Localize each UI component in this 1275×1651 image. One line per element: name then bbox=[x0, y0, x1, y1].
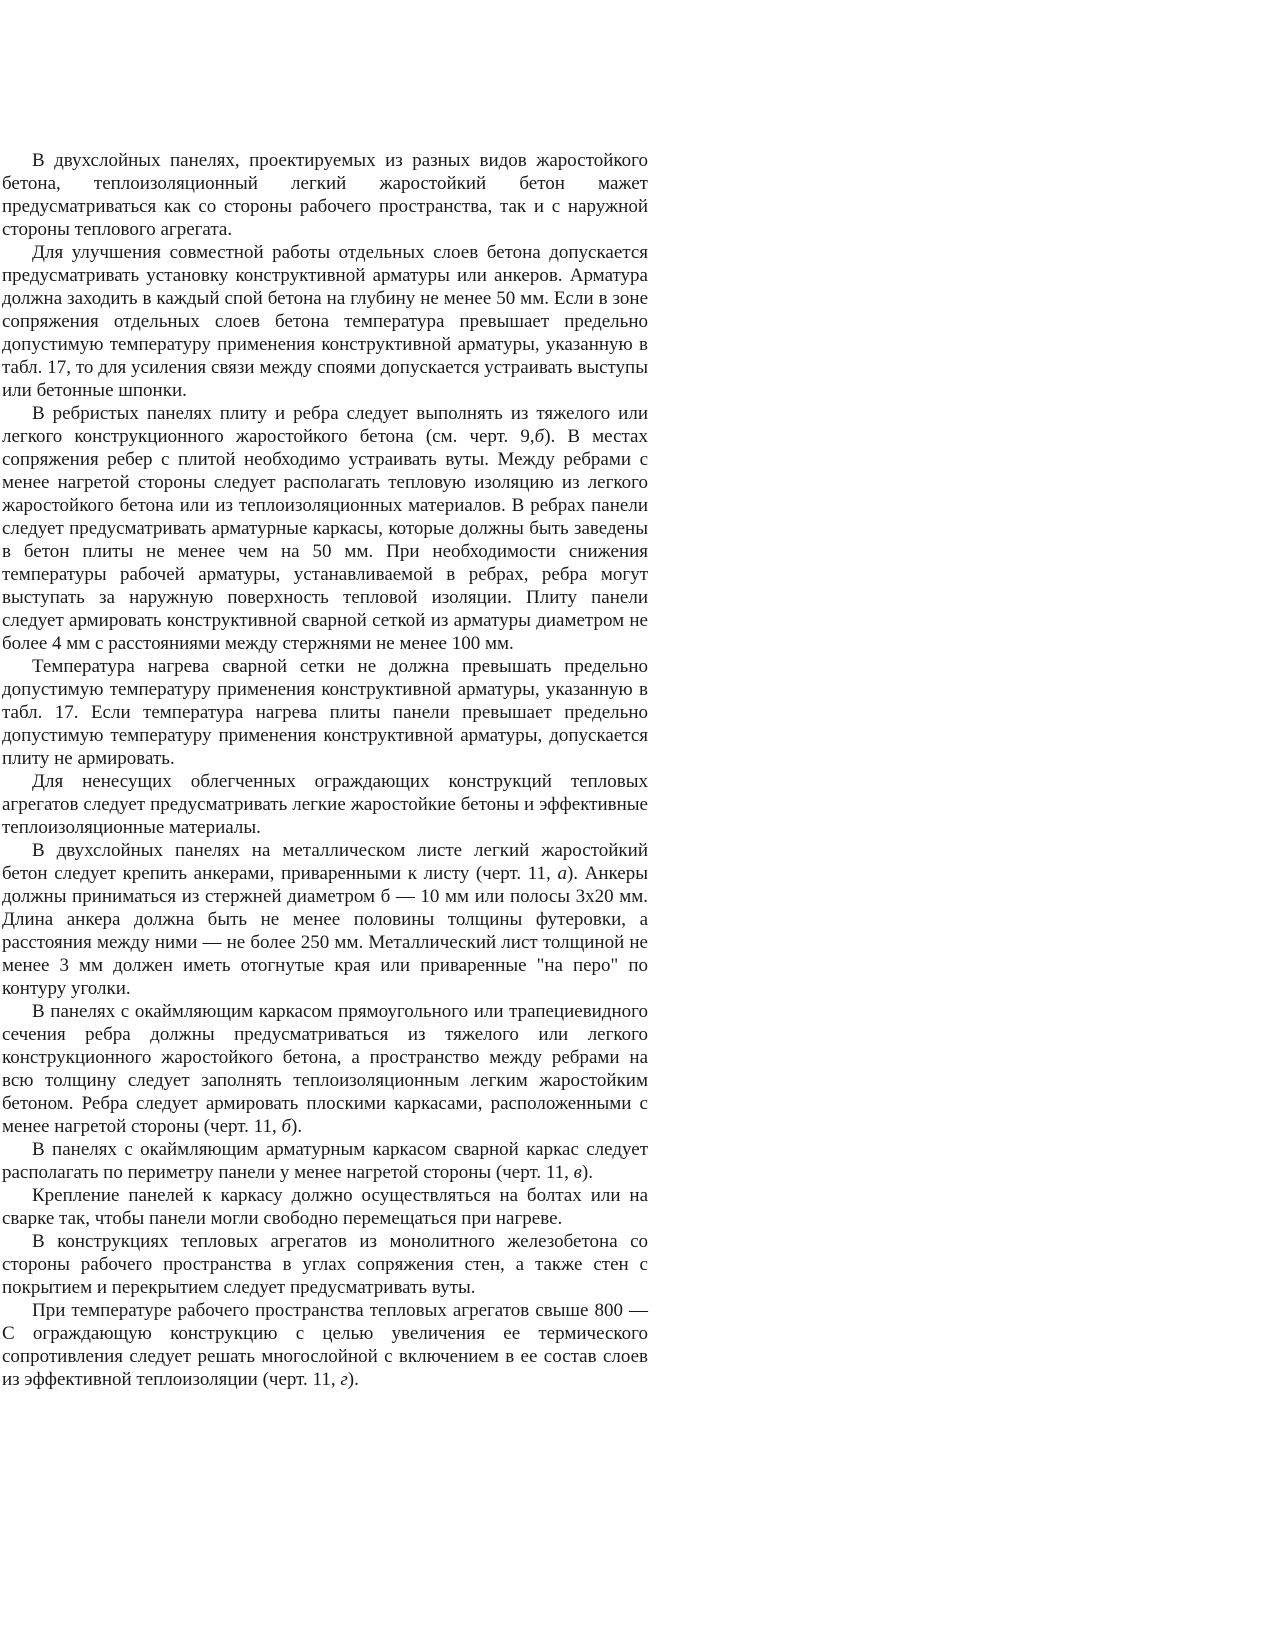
text-run: В панелях с окаймляющим каркасом прямоугольного или трапециевидного сечения ребра должны предусматриваться из тяжелого или легкого конструкционного жаростойкого бетона, а пространство между ребрами на всю толщину следует заполнять теплоизоляционным легким жаростойким бетоном. Ребра следует армировать плоскими каркасами, расположенными с менее нагретой стороны (черт. 11, bbox=[2, 1001, 648, 1137]
paragraph bbox=[2, 1299, 648, 1391]
paragraph bbox=[2, 149, 648, 241]
text-run: В конструкциях тепловых агрегатов из монолитного железобетона со стороны рабочего пространства в углах сопряжения стен, а также стен с покрытием и перекрытием следует предусматривать вуты. bbox=[2, 1231, 648, 1298]
paragraph bbox=[2, 839, 648, 1000]
text-run: В двухслойных панелях, проектируемых из разных видов жаростойкого бетона, теплоизоляционный легкий жаростойкий бетон мажет предусматриваться как со стороны рабочего пространства, так и с наружной стороны теплового агрегата. bbox=[2, 150, 648, 240]
figure-reference: б bbox=[534, 426, 545, 447]
text-run: ). В местах сопряжения ребер с плитой необходимо устраивать вуты. Между ребрами с менее нагретой стороны следует располагать тепловую изоляцию из легкого жаростойкого бетона или из теплоизоляционных материалов. В ребрах панели следует предусматривать арматурные каркасы, которые должны быть заведены в бетон плиты не менее чем на 50 мм. При необходимости снижения температуры рабочей арматуры, устанавливаемой в ребрах, ребра могут выступать за наружную поверхность тепловой изоляции. Плиту панели следует армировать конструктивной сварной сеткой из арматуры диаметром не более 4 мм с расстояниями между стержнями не менее 100 мм. bbox=[2, 426, 648, 654]
paragraph bbox=[2, 770, 648, 839]
text-run: ). bbox=[347, 1369, 359, 1390]
text-run: Температура нагрева сварной сетки не должна превышать предельно допустимую температуру применения конструктивной арматуры, указанную в табл. 17. Если температура нагрева плиты панели превышает предельно допустимую температуру применения конструктивной арматуры, допускается плиту не армировать. bbox=[2, 656, 648, 769]
paragraph bbox=[2, 402, 648, 655]
paragraph bbox=[2, 1138, 648, 1184]
paragraph bbox=[2, 241, 648, 402]
body-text bbox=[2, 149, 648, 1391]
figure-reference: а bbox=[557, 863, 567, 884]
text-run: При температуре рабочего пространства тепловых агрегатов свыше 800 —С ограждающую конструкцию с целью увеличения ее термического сопротивления следует решать многослойной с включением в ее состав слоев из эффективной теплоизоляции (черт. 11, bbox=[2, 1300, 648, 1390]
text-run: Для ненесущих облегченных ограждающих конструкций тепловых агрегатов следует предусматривать легкие жаростойкие бетоны и эффективные теплоизоляционные материалы. bbox=[2, 771, 648, 838]
text-run: Для улучшения совместной работы отдельных слоев бетона допускается предусматривать установку конструктивной арматуры или анкеров. Арматура должна заходить в каждый спой бетона на глубину не менее 50 мм. Если в зоне сопряжения отдельных слоев бетона температура превышает предельно допустимую температуру применения конструктивной арматуры, указанную в табл. 17, то для усиления связи между споями допускается устраивать выступы или бетонные шпонки. bbox=[2, 242, 648, 401]
paragraph bbox=[2, 1230, 648, 1299]
paragraph bbox=[2, 1184, 648, 1230]
text-run: В двухслойных панелях на металлическом листе легкий жаростойкий бетон следует крепить анкерами, приваренными к листу (черт. 11, bbox=[2, 840, 648, 884]
text-run: ). bbox=[291, 1116, 303, 1137]
text-run: ). Анкеры должны приниматься из стержней диаметром б — 10 мм или полосы 3х20 мм. Длина анкера должна быть не менее половины толщины футеровки, а расстояния между ними — не более 250 мм. Металлический лист толщиной не менее 3 мм должен иметь отогнутые края или приваренные "на перо" по контуру уголки. bbox=[2, 863, 648, 999]
figure-reference: б bbox=[281, 1116, 292, 1137]
text-run: В панелях с окаймляющим арматурным каркасом сварной каркас следует располагать по периметру панели у менее нагретой стороны (черт. 11, bbox=[2, 1139, 648, 1183]
text-run: Крепление панелей к каркасу должно осуществляться на болтах или на сварке так, чтобы панели могли свободно перемещаться при нагреве. bbox=[2, 1185, 648, 1229]
text-run: В ребристых панелях плиту и ребра следует выполнять из тяжелого или легкого конструкционного жаростойкого бетона (см. черт. 9, bbox=[2, 403, 648, 447]
figure-reference: г bbox=[340, 1369, 348, 1390]
text-run: ). bbox=[581, 1162, 593, 1183]
paragraph bbox=[2, 1000, 648, 1138]
paragraph bbox=[2, 655, 648, 770]
figure-reference: в bbox=[573, 1162, 582, 1183]
